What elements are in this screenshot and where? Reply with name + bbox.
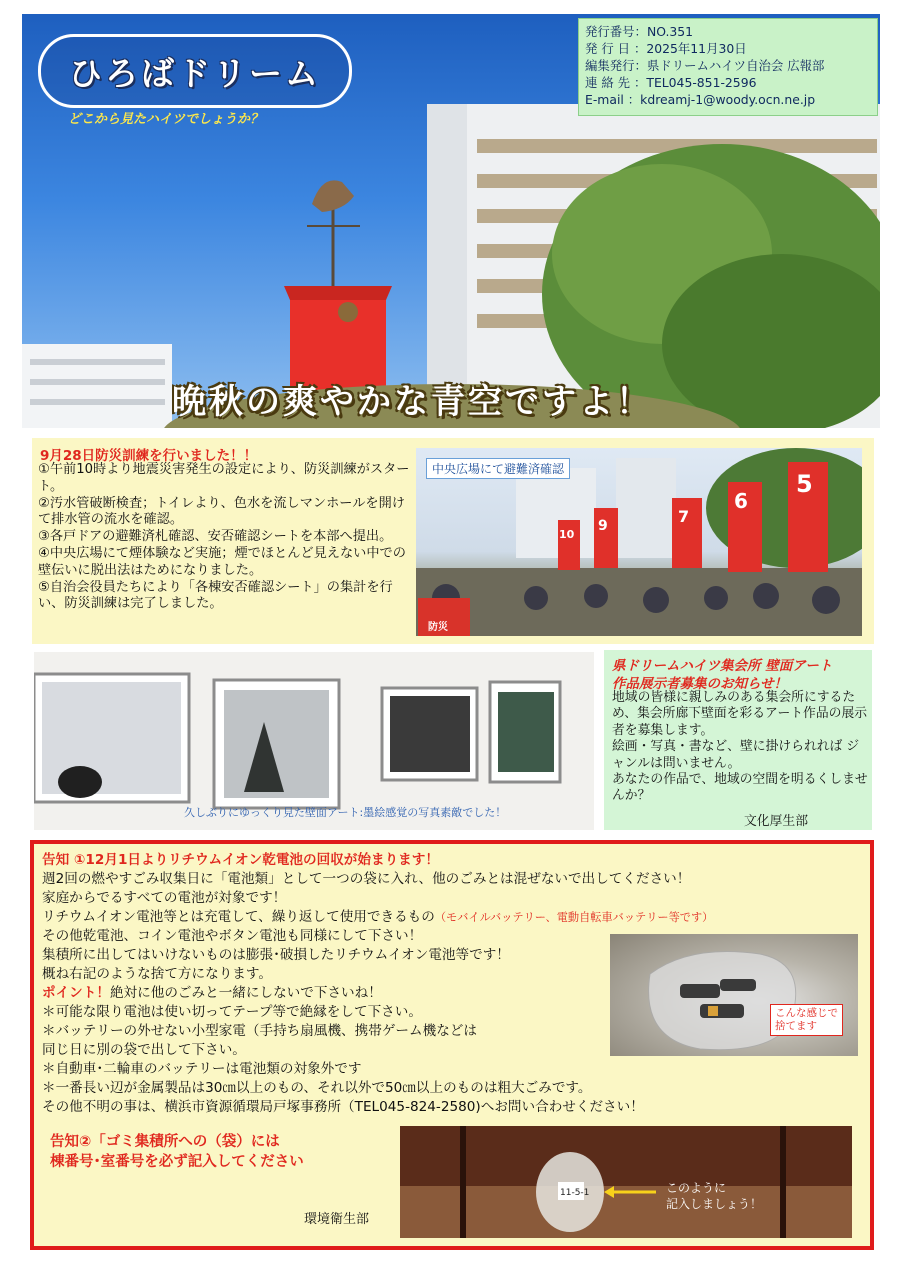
notice2-heading: 告知②「ゴミ集積所への（袋）には xyxy=(50,1134,280,1150)
environment-signature: 環境衛生部 xyxy=(304,1212,370,1227)
bag-note-line: こんな感じで xyxy=(775,1007,838,1019)
art-signature: 文化厚生部 xyxy=(744,814,808,829)
art-paragraph: 絵画・写真・書など、壁に掛けられれば ジャンルは問いません。 xyxy=(612,739,860,771)
vest-text: 防災 xyxy=(428,622,448,633)
drill-heading: 9月28日防災訓練を行いました！！ xyxy=(40,448,258,464)
tip-line: ＊一番長い辺が金属製品は30㎝以上のもの、それ以外で50㎝以上のものは粗大ごみです。 xyxy=(42,1080,592,1096)
garbage-bag-scene xyxy=(400,1126,852,1238)
point-label: ポイント！ xyxy=(42,985,110,1001)
tip-line: 同じ日に別の袋で出して下さい。 xyxy=(42,1042,246,1058)
art-heading: 県ドリームハイツ集会所 壁面アート xyxy=(612,658,833,674)
hero-question: どこから見たハイツでしょうか？ xyxy=(68,112,264,127)
issue-number: 発行番号：NO.351 xyxy=(585,24,694,39)
bag-note-line: 捨てます xyxy=(775,1020,817,1032)
notice1-line-text: リチウムイオン電池等とは充電して、繰り返して使用できるもの xyxy=(42,909,435,925)
art-subheading: 作品展示者募集のお知らせ！ xyxy=(612,676,788,692)
drill-item: ②汚水管破断検査；トイレより、色水を流しマンホールを開けて排水管の流水を確認。 xyxy=(38,495,405,528)
issue-info-box xyxy=(578,18,878,116)
flag-number: 7 xyxy=(678,507,690,526)
issue-date: 発 行 日 ：2025年11月30日 xyxy=(585,41,747,56)
hero-slogan: 晩秋の爽やかな青空ですよ！ xyxy=(172,382,653,422)
notice1-line: 集積所に出してはいけないものは膨張･破損したリチウムイオン電池等です！ xyxy=(42,947,510,963)
art-paragraph: 地域の皆様に親しみのある集会所にするため、集会所廊下壁面を彩るアート作品の展示者を募集します。 xyxy=(612,690,868,738)
garbage-photo-note-line: このように xyxy=(666,1181,727,1195)
point-line xyxy=(42,981,382,1001)
drill-item: ③各戸ドアの避難済札確認、安否確認シートを本部へ提出。 xyxy=(38,529,393,545)
notice1-line xyxy=(42,905,713,925)
notice1-line: 週2回の燃やすごみ収集日に「電池類」として一つの袋に入れ、他のごみとは混ぜないで出してください！ xyxy=(42,871,691,887)
flag-number: 5 xyxy=(796,470,813,498)
drill-item: ⑤自治会役員たちにより「各棟安否確認シート」の集計を行い、防災訓練は完了しました。 xyxy=(38,579,393,612)
notice2-heading-line2: 棟番号･室番号を必ず記入してください xyxy=(50,1154,304,1170)
garbage-bag-photo xyxy=(400,1126,852,1238)
bag-note xyxy=(770,1004,843,1036)
notice1-line: その他乾電池、コイン電池やボタン電池も同様にして下さい！ xyxy=(42,928,423,944)
flag-number: 6 xyxy=(734,489,748,513)
drill-section xyxy=(32,438,874,644)
notice1-heading: 告知 ①12月1日よりリチウムイオン乾電池の回収が始まります！ xyxy=(42,852,439,868)
tip-line: ＊自動車･二輪車のバッテリーは電池類の対象外です xyxy=(42,1061,362,1077)
art-recruit-box xyxy=(604,650,872,830)
battery-bag-scene xyxy=(610,934,858,1056)
garbage-photo-note xyxy=(666,1180,762,1212)
notice1-line-note: （モバイルバッテリー、電動自転車バッテリー等です） xyxy=(434,911,714,924)
drill-list xyxy=(38,462,418,613)
battery-bag-photo xyxy=(610,934,858,1056)
drill-photo-caption: 中央広場にて避難済確認 xyxy=(426,458,570,479)
flag-number: 10 xyxy=(559,528,575,541)
garbage-photo-note-line: 記入しましょう！ xyxy=(666,1197,763,1211)
point-text: 絶対に他のごみと一緒にしないで下さいね！ xyxy=(109,985,382,1001)
contact-line: その他不明の事は、横浜市資源循環局戸塚事務所（TEL045-824-2580)へお問い合わせください！ xyxy=(42,1099,644,1115)
hero-banner xyxy=(22,14,880,428)
drill-item: ①午前10時より地震災害発生の設定により、防災訓練がスタート。 xyxy=(38,462,410,494)
notice1-line: 家庭からでるすべての電池が対象です！ xyxy=(42,890,287,906)
art-photo-caption: 久しぶりにゆっくり見た壁面アート:墨絵感覚の写真素敵でした！ xyxy=(184,806,507,819)
battery-notice-section xyxy=(30,840,874,1250)
art-body xyxy=(612,690,868,805)
newsletter-title: ひろばドリーム xyxy=(69,53,321,93)
newsletter-title-pill xyxy=(38,34,352,108)
tip-line: ＊バッテリーの外せない小型家電（手持ち扇風機、携帯ゲーム機などは xyxy=(42,1023,477,1039)
notice2-box xyxy=(42,1126,392,1244)
art-photo xyxy=(34,652,594,830)
contact-phone: 連 絡 先 ：TEL045-851-2596 xyxy=(585,75,757,90)
drill-photo xyxy=(416,448,862,636)
notice1-line: 概ね右記のような捨て方になります。 xyxy=(42,966,273,982)
drill-item: ④中央広場にて煙体験など実施；煙でほとんど見えない中での壁伝いに脱出法はためになりました。 xyxy=(38,545,406,578)
flag-number: 9 xyxy=(598,518,608,534)
bag-tag-label: 11-5-1 xyxy=(560,1188,590,1198)
contact-email[interactable]: E-mail ：kdreamj-1@woody.ocn.ne.jp xyxy=(585,92,816,107)
publisher: 編集発行：県ドリームハイツ自治会 広報部 xyxy=(585,58,825,73)
tip-line: ＊可能な限り電池は使い切ってテープ等で絶縁をして下さい。 xyxy=(42,1004,422,1020)
art-paragraph: あなたの作品で、地域の空間を明るくしませんか？ xyxy=(612,772,868,804)
